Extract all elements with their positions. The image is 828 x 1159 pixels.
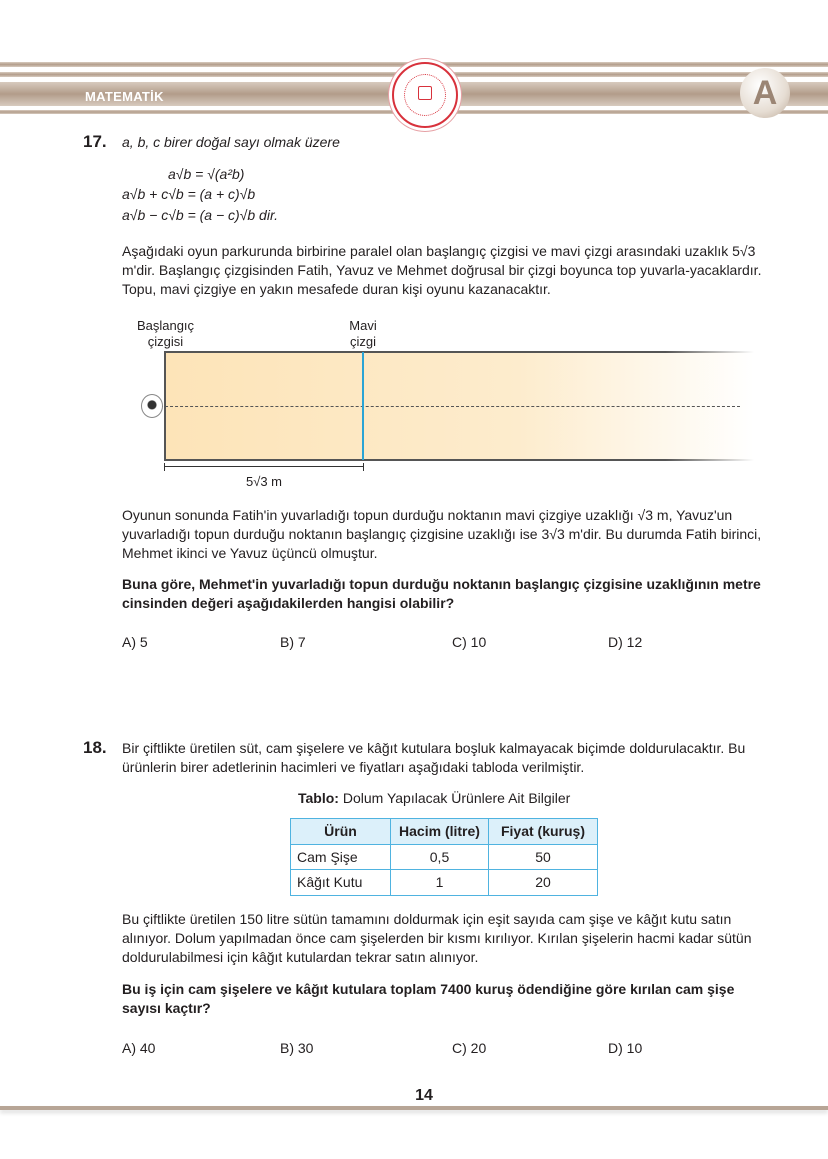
table-row: Kâğıt Kutu 1 20 xyxy=(291,870,598,896)
table-row: Cam Şişe 0,5 50 xyxy=(291,844,598,870)
blue-line-label: Mavi çizgi xyxy=(349,318,377,349)
option-c[interactable]: C) 20 xyxy=(452,1040,487,1056)
roll-path xyxy=(160,406,740,407)
table-header-row: Ürün Hacim (litre) Fiyat (kuruş) xyxy=(291,819,598,845)
option-a[interactable]: A) 5 xyxy=(122,634,148,650)
option-b[interactable]: B) 7 xyxy=(280,634,306,650)
table-caption: Tablo: Dolum Yapılacak Ürünlere Ait Bilgiler xyxy=(298,790,571,806)
question-stem: Buna göre, Mehmet'in yuvarladığı topun durduğu noktanın başlangıç çizgisine uzaklığının metre cinsinden değeri aşağıdakilerden hangisi olabilir? xyxy=(122,576,761,611)
blue-line xyxy=(362,352,364,460)
formula: a√b − c√b = (a − c)√b dir. xyxy=(122,207,278,223)
ministry-seal-logo xyxy=(392,62,458,128)
question-paragraph: Aşağıdaki oyun parkurunda birbirine paralel olan başlangıç çizgisi ve mavi çizgi arasındaki uzaklık 5√3 m'dir. Başlangıç çizgisinden Fatih, Yavuz ve Mehmet doğrusal bir çizgi boyunca top yuvarla-yacaklardır. Topu, mavi çizgiye en yakın mesafede duran kişi oyunu kazanacaktır. xyxy=(122,243,762,297)
option-c[interactable]: C) 10 xyxy=(452,634,487,650)
option-d[interactable]: D) 10 xyxy=(608,1040,643,1056)
booklet-type-badge: A xyxy=(740,68,790,118)
option-b[interactable]: B) 30 xyxy=(280,1040,314,1056)
formula: a√b + c√b = (a + c)√b xyxy=(122,186,256,202)
question-stem: Bu iş için cam şişelere ve kâğıt kutulara toplam 7400 kuruş ödendiğine göre kırılan cam şişe sayısı kaçtır? xyxy=(122,981,735,1016)
option-a[interactable]: A) 40 xyxy=(122,1040,156,1056)
soccer-ball-icon xyxy=(141,394,163,418)
question-intro: a, b, c birer doğal sayı olmak üzere xyxy=(122,134,340,150)
question-intro: Bir çiftlikte üretilen süt, cam şişelere ve kâğıt kutulara boşluk kalmayacak biçimde doldurulacaktır. Bu ürünlerin birer adetlerinin hacimleri ve fiyatları aşağıdaki tabloda verilmiştir. xyxy=(122,740,746,775)
question-number: 17. xyxy=(83,132,107,151)
option-d[interactable]: D) 12 xyxy=(608,634,643,650)
page-number: 14 xyxy=(415,1087,433,1104)
question-paragraph: Oyunun sonunda Fatih'in yuvarladığı topun durduğu noktanın mavi çizgiye uzaklığı √3 m, Yavuz'un yuvarladığı topun durduğu noktanın başlangıç çizgisine uzaklığı ise 3√3 m'dir. Bu durumda Fatih birinci, Mehmet ikinci ve Yavuz üçüncü olmuştur. xyxy=(122,507,762,561)
distance-marker xyxy=(164,466,364,467)
subject-title: MATEMATİK xyxy=(85,89,164,104)
question-number: 18. xyxy=(83,738,107,757)
distance-label: 5√3 m xyxy=(245,474,283,489)
footer-rule xyxy=(0,1106,828,1110)
question-paragraph: Bu çiftlikte üretilen 150 litre sütün tamamını doldurmak için eşit sayıda cam şişe ve kâğıt kutu satın alınıyor. Dolum yapılmadan önce cam şişelerden bir kısmı kırılıyor. Kırılan şişelerin hacmi kadar sütün doldurulabilmesi için kâğıt kutulardan tekrar satın alınıyor. xyxy=(122,911,752,965)
formula: a√b = √(a²b) xyxy=(168,166,245,182)
product-table xyxy=(290,818,598,896)
start-line-label: Başlangıç çizgisi xyxy=(136,318,195,349)
